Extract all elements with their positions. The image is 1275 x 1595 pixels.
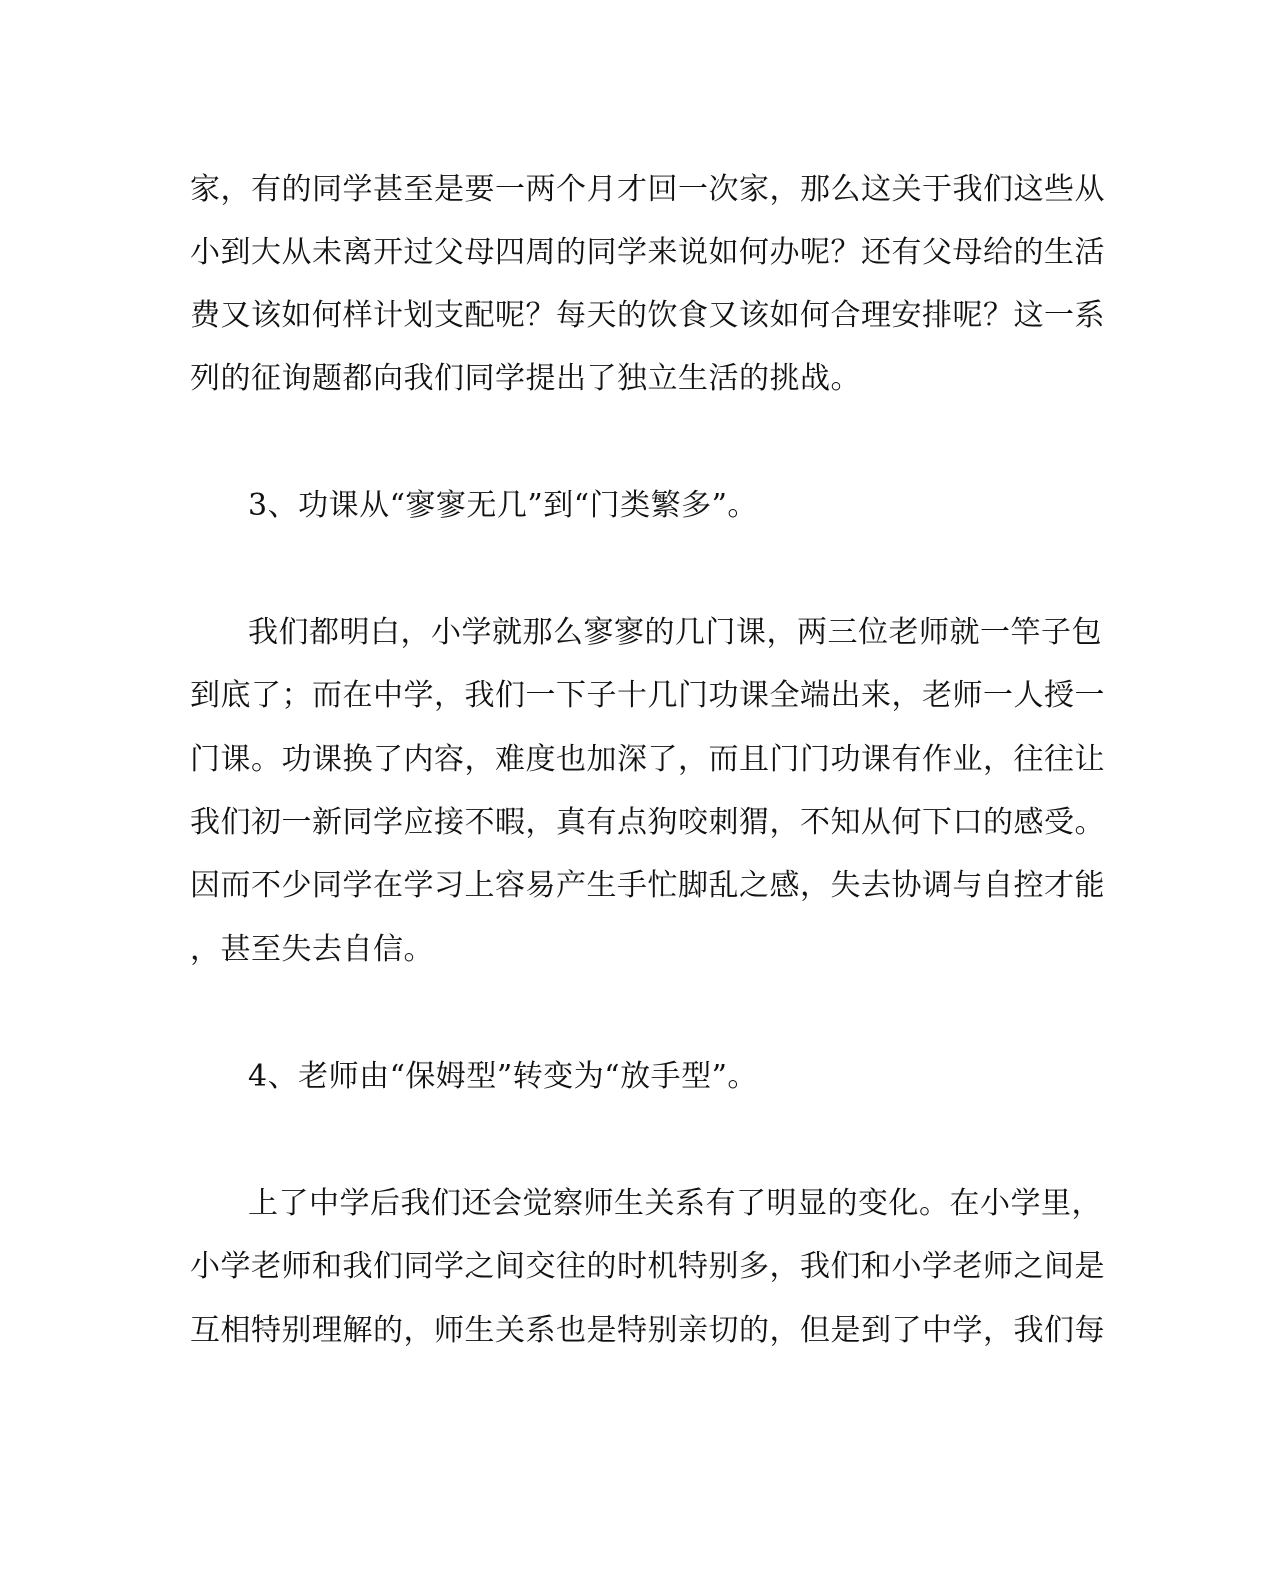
paragraph-3-line-2: 小学老师和我们同学之间交往的时机特别多，我们和小学老师之间是 xyxy=(190,1249,1105,1284)
paragraph-1-line-2: 小到大从未离开过父母四周的同学来说如何办呢？还有父母给的生活 xyxy=(190,235,1105,270)
paragraph-2-line-5: 因而不少同学在学习上容易产生手忙脚乱之感，失去协调与自控才能 xyxy=(190,868,1105,903)
paragraph-2-line-3: 门课。功课换了内容，难度也加深了，而且门门功课有作业，往往让 xyxy=(190,742,1105,777)
paragraph-3-line-3: 互相特别理解的，师生关系也是特别亲切的，但是到了中学，我们每 xyxy=(190,1313,1105,1348)
section-heading-3: 3、功课从“寥寥无几”到“门类繁多”。 xyxy=(248,488,758,523)
paragraph-2-line-2: 到底了；而在中学，我们一下子十几门功课全端出来，老师一人授一 xyxy=(190,678,1105,713)
paragraph-3-line-1: 上了中学后我们还会觉察师生关系有了明显的变化。在小学里， xyxy=(248,1186,1102,1221)
paragraph-2-line-1: 我们都明白，小学就那么寥寥的几门课，两三位老师就一竿子包 xyxy=(248,615,1102,650)
section-heading-4: 4、老师由“保姆型”转变为“放手型”。 xyxy=(248,1059,758,1094)
paragraph-1-line-1: 家，有的同学甚至是要一两个月才回一次家，那么这关于我们这些从 xyxy=(190,172,1105,207)
paragraph-1-line-3: 费又该如何样计划支配呢？每天的饮食又该如何合理安排呢？这一系 xyxy=(190,298,1105,333)
paragraph-2-line-4: 我们初一新同学应接不暇，真有点狗咬刺猬，不知从何下口的感受。 xyxy=(190,805,1105,840)
paragraph-2-line-6: ，甚至失去自信。 xyxy=(190,932,434,967)
paragraph-1-line-4: 列的征询题都向我们同学提出了独立生活的挑战。 xyxy=(190,361,861,396)
